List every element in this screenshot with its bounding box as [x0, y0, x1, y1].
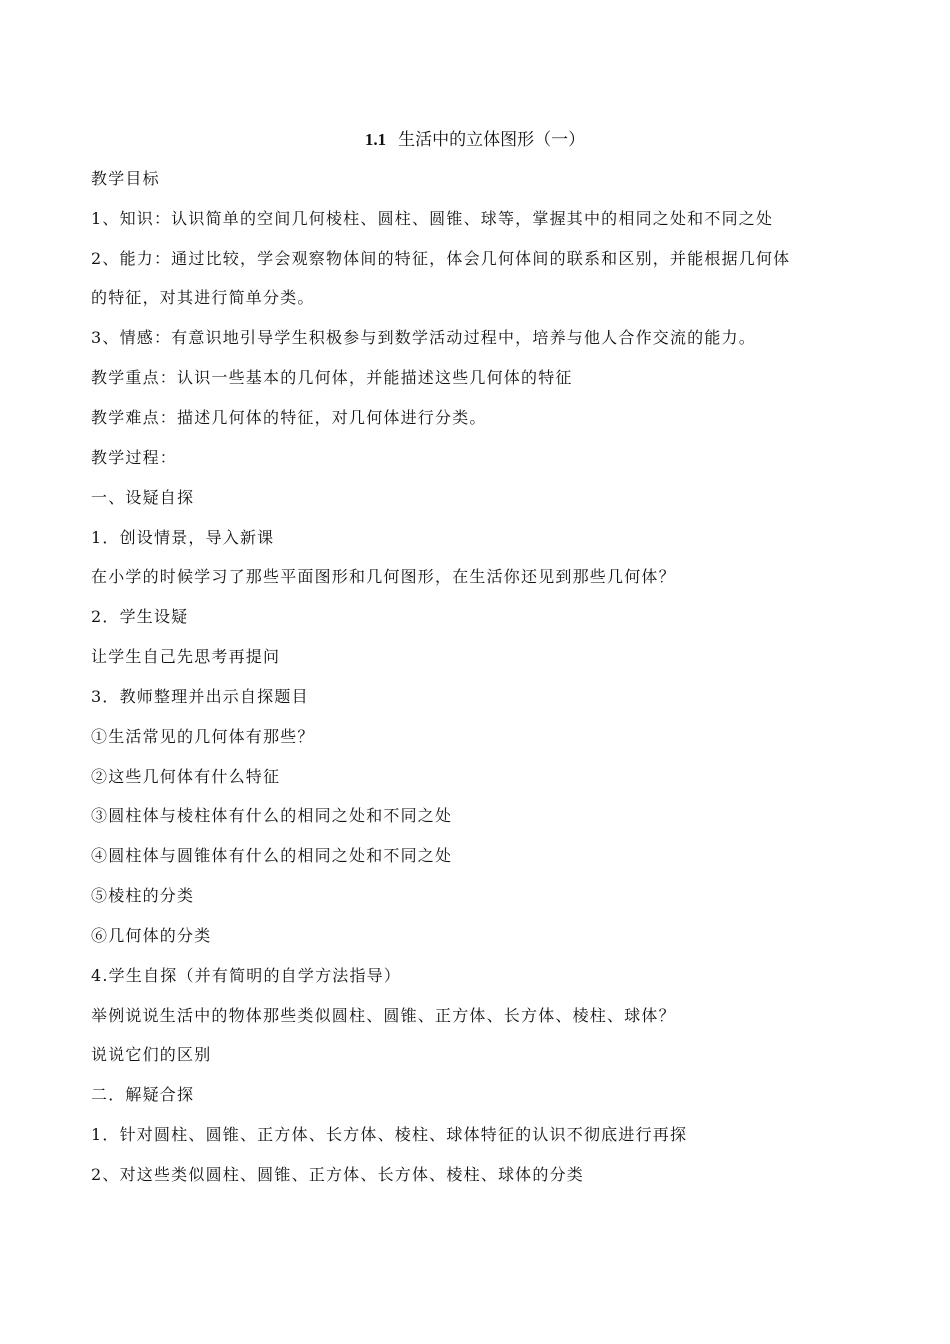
- step-1-heading: 1．创设情景，导入新课: [91, 528, 275, 547]
- question-item: ⑥几何体的分类: [91, 926, 212, 945]
- step-2-heading: 2．学生设疑: [91, 607, 189, 626]
- part-two-item-2: 2、对这些类似圆柱、圆锥、正方体、长方体、棱柱、球体的分类: [91, 1165, 584, 1184]
- question-item: ⑤棱柱的分类: [91, 886, 195, 905]
- objective-ability-line2: 的特征，对其进行简单分类。: [91, 288, 315, 307]
- step-2-text: 让学生自己先思考再提问: [91, 647, 281, 666]
- section-heading-process: 教学过程：: [91, 448, 178, 467]
- step-4-heading: 4.学生自探（并有简明的自学方法指导）: [91, 966, 402, 985]
- question-item: ④圆柱体与圆锥体有什么的相同之处和不同之处: [91, 846, 453, 865]
- question-item: ①生活常见的几何体有那些？: [91, 727, 315, 746]
- step-4-text-2: 说说它们的区别: [91, 1045, 212, 1064]
- part-one-heading: 一、设疑自探: [91, 488, 195, 507]
- question-item: ③圆柱体与棱柱体有什么的相同之处和不同之处: [91, 806, 453, 825]
- part-two-item-1: 1．针对圆柱、圆锥、正方体、长方体、棱柱、球体特征的认识不彻底进行再探: [91, 1125, 688, 1144]
- objective-knowledge: 1、知识：认识简单的空间几何棱柱、圆柱、圆锥、球等，掌握其中的相同之处和不同之处: [91, 209, 774, 228]
- step-3-heading: 3．教师整理并出示自探题目: [91, 687, 309, 706]
- objective-emotion: 3、情感：有意识地引导学生积极参与到数学活动过程中，培养与他人合作交流的能力。: [91, 328, 756, 347]
- step-1-text: 在小学的时候学习了那些平面图形和几何图形，在生活你还见到那些几何体？: [91, 567, 676, 586]
- section-heading-objectives: 教学目标: [91, 169, 160, 188]
- part-two-heading: 二．解疑合探: [91, 1085, 195, 1104]
- document-title: [0, 127, 950, 153]
- difficult-point: 教学难点：描述几何体的特征，对几何体进行分类。: [91, 408, 487, 427]
- title-number: 1.1: [364, 130, 387, 149]
- key-point: 教学重点：认识一些基本的几何体，并能描述这些几何体的特征: [91, 368, 573, 387]
- step-4-text: 举例说说生活中的物体那些类似圆柱、圆锥、正方体、长方体、棱柱、球体？: [91, 1006, 676, 1025]
- title-text: 生活中的立体图形（一）: [398, 130, 586, 150]
- objective-ability-line1: 2、能力：通过比较，学会观察物体间的特征，体会几何体间的联系和区别，并能根据几何体: [91, 249, 791, 268]
- question-item: ②这些几何体有什么特征: [91, 767, 281, 786]
